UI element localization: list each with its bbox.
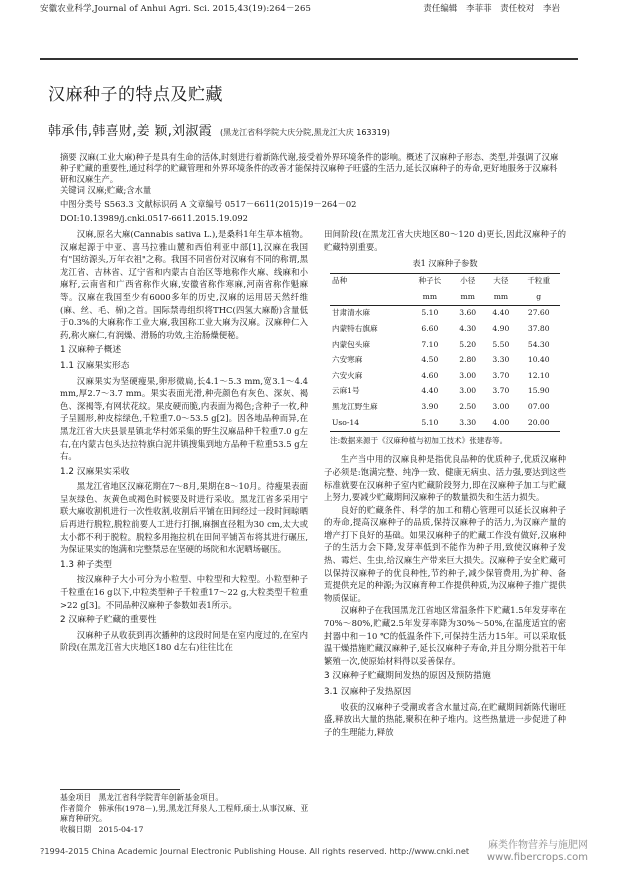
table-cell: 4.90 (492, 324, 510, 334)
doi: DOI:10.13989/j.cnki.0517-6611.2015.19.092 (60, 213, 248, 223)
table-row (330, 384, 560, 400)
footnote-block (60, 793, 310, 835)
paragraph: 汉麻种子从收获到再次播种的这段时间是在室内度过的,在室内阶段(在黑龙江省大庆地区180 d左右)往往比在 (60, 629, 308, 653)
abstract: 摘要 汉麻(工业大麻)种子是具有生命的活体,时刻进行着新陈代谢,接受着外界环境条件的影响。概述了汉麻种子形态、类型,并强调了汉麻种子贮藏的重要性,通过科学的贮藏管理和外界环境条件的改善才能保持汉麻种子旺盛的生活力,延长汉麻种子的寿命,更好地服务于汉麻科研和汉麻生产。 (60, 152, 559, 184)
table-cell: 4.40 (421, 386, 439, 396)
copyright-footer: ?1994-2015 China Academic Journal Electronic Publishing House. All rights reserved. http://www.cnki.net (40, 846, 470, 856)
table-row (330, 305, 560, 321)
table-row (330, 353, 560, 369)
table-cell: 5.10 (421, 308, 439, 318)
table-cell: 六安火麻 (332, 370, 363, 380)
fund-text: 黑龙江省科学院青年创新基金项目。 (98, 793, 224, 802)
table-cell: 内蒙包头麻 (332, 339, 370, 349)
received-date: 2015-04-17 (98, 824, 144, 834)
table-cell: 3.70 (492, 370, 510, 380)
left-column (60, 228, 308, 654)
site-watermark (487, 840, 588, 864)
table-cell: 5.20 (459, 339, 477, 349)
editor-info: 责任编辑 李菲菲 责任校对 李岩 (423, 4, 560, 14)
table-note: 注:数据来源于《汉麻种植与初加工技术》张建春等。 (330, 435, 508, 445)
date-label: 收稿日期 (60, 824, 92, 834)
table-cell: 4.30 (459, 324, 477, 334)
table-cell: 54.30 (527, 339, 550, 349)
table-cell: 12.10 (527, 370, 550, 380)
table-cell: 4.50 (421, 355, 439, 365)
table-cell: 7.10 (421, 339, 439, 349)
table-cell: 4.60 (421, 370, 439, 380)
table-header: 小径 (460, 276, 476, 286)
paragraph: 按汉麻种子大小可分为小粒型、中粒型和大粒型。小粒型种子千粒重在16 g以下,中粒类型种子千粒重17～22 g,大粒类型千粒重>22 g[3]。不同品种汉麻种子参数如表1所示。 (60, 574, 308, 610)
table-cell: 2.80 (459, 355, 477, 365)
paragraph: 汉麻果实为坚硬瘦果,卵形微扁,长4.1～5.3 mm,宽3.1～4.4 mm,厚2.7～3.7 mm。果实表面光滑,种壳颜色有灰色、深灰、褐色、深褐等,有网状花纹。果皮硬而脆,内表面为褐色;含种子一枚,种子呈圆形,种皮棕绿色,千粒重7.0～53.5 g[2]。因各地品种而异,在黑龙江省大庆县景星镇北华村郊采集的野生汉麻品种千粒重7.0 g左右,在内蒙古包头达拉特旗白泥井镇搜集到地方品种千粒重53.5 g左右。 (60, 375, 308, 462)
watermark-line: 麻类作物营养与施肥网 (488, 840, 588, 851)
table-header: 大径 (493, 276, 509, 286)
keywords: 关键词 汉麻;贮藏;含水量 (60, 185, 152, 195)
section-heading: 3 汉麻种子贮藏期间发热的原因及预防措施 (324, 671, 491, 682)
fund-label: 基金项目 (60, 793, 92, 802)
subsection-heading: 1.1 汉麻果实形态 (60, 360, 130, 371)
table-cell: 内蒙特右旗麻 (332, 324, 378, 334)
table-unit (330, 289, 409, 305)
table-cell: 20.00 (527, 417, 550, 427)
table-cell: 10.40 (527, 355, 550, 365)
table-unit: mm (460, 291, 475, 301)
table-cell: 5.10 (421, 417, 439, 427)
table-header: 品种 (332, 276, 348, 286)
section-heading: 1 汉麻种子概述 (60, 345, 122, 356)
paragraph: 良好的贮藏条件、科学的加工和精心管理可以延长汉麻种子的寿命,提高汉麻种子的品质,保持汉麻种子的活力,为汉麻产量的增产打下良好的基础。如果汉麻种子的贮藏工作没有做好,汉麻种子的生活力会下降,发芽率低到不能作为种子用,致使汉麻种子发热、霉烂、生虫,给汉麻生产带来巨大损失。汉麻种子安全贮藏可以保持汉麻种子的优良种性,节约种子,减少保管费用,为扩种、备荒提供充足的种源;为汉麻育种工作提供种质,为汉麻种子推广提供物质保证。 (324, 504, 566, 603)
table-cell: 2.50 (459, 402, 477, 412)
table-cell: 3.00 (459, 386, 477, 396)
section-heading: 2 汉麻种子贮藏的重要性 (60, 615, 157, 626)
table-row (330, 368, 560, 384)
table-cell: 6.60 (421, 324, 439, 334)
paragraph: 收获的汉麻种子受潮或者含水量过高,在贮藏期间新陈代谢旺盛,释放出大量的热能,聚积在种子堆内。这些热量进一步促进了种子的生理能力,释放 (324, 701, 566, 737)
table-row (330, 322, 560, 338)
table-cell: 07.00 (527, 402, 550, 412)
table-cell: 3.30 (492, 355, 510, 365)
table-cell: 4.40 (492, 308, 510, 318)
table-header: 种子长 (418, 276, 442, 286)
table-cell: 云麻1号 (332, 386, 360, 396)
table-cell: 3.00 (492, 402, 510, 412)
paragraph: 田间阶段(在黑龙江省大庆地区80～120 d)更长,因此汉麻种子的贮藏特别重要。 (324, 229, 566, 252)
table-cell: 3.00 (459, 370, 477, 380)
table-cell: 3.30 (459, 417, 477, 427)
intro-paragraph: 汉麻,原名大麻(Cannabis sativa L.),是桑科1年生草本植物。汉麻起源于中亚、喜马拉雅山麓和西伯利亚中部[1],汉麻在我国有"国纺源头,万年衣祖"之称。我国不同省份对汉麻有不同的称谓,黑龙江省、吉林省、辽宁省和内蒙古自治区等地称作火麻、线麻和小麻籽,云南省和广西省称作火麻,安徽省称作寒麻,河南省称作魁麻等。汉麻在我国至少有6000多年的历史,汉麻的运用居天然纤维(麻、丝、毛、棉)之首。国际禁毒组织将THC(四氢大麻酚)含量低于0.3%的大麻称作工业大麻,我国称工业大麻为汉麻。汉麻种仁入药,称火麻仁,有润燥、滑肠的功效,主治肠燥便秘。 (60, 229, 308, 340)
table-cell: 六安寒麻 (332, 355, 363, 365)
subsection-heading: 1.3 种子类型 (60, 559, 112, 570)
subsection-heading: 3.1 汉麻种子发热原因 (324, 687, 412, 697)
table-cell: 27.60 (527, 308, 550, 318)
author-line (48, 120, 390, 139)
watermark-url: www.fibercrops.com (486, 852, 588, 863)
table-unit: g (536, 291, 542, 301)
paragraph: 黑龙江省地区汉麻花期在7～8月,果期在8～10月。待瘦果表面呈灰绿色、灰黄色或褐色时候要及时进行采收。黑龙江省多采用宁联大麻收割机进行一次性收割,收割后平铺在田间经过一段时间晾晒后再进行脱粒,脱粒前要人工进行打捆,麻捆直径粗为30 cm,太大或太小都不利于脱粒。脱粒多用拖拉机在田间平铺苫布将其进行碾压,为保证果实的饱满和完整禁忌在坚硬的场院和水泥晒场碾压。 (60, 481, 308, 555)
footnote-rule (60, 789, 180, 790)
affiliation: (黑龙江省科学院大庆分院,黑龙江大庆 163319) (220, 128, 390, 137)
table-row (330, 400, 560, 416)
header-rule (40, 58, 578, 60)
seed-parameter-table (330, 257, 560, 432)
table-header: 千粒重 (527, 276, 551, 286)
paragraph: 生产当中用的汉麻良种是指优良品种的优质种子,优质汉麻种子必须是:饱满完整、纯净一致、健康无病虫、活力强,要达到这些标准就要在汉麻种子室内贮藏阶段努力,即在汉麻种子加工与贮藏上努力,要减少贮藏期间汉麻种子的数量损失和生活力损失。 (324, 454, 566, 503)
right-column (324, 228, 566, 738)
article-title: 汉麻种子的特点及贮藏 (48, 85, 223, 105)
table-cell: 3.90 (421, 402, 439, 412)
table-cell: 5.50 (492, 339, 510, 349)
table-cell: Uso-14 (332, 417, 360, 427)
author-label: 作者简介 (60, 803, 92, 813)
subsection-heading: 1.2 汉麻果实采收 (60, 466, 130, 477)
table-cell: 15.90 (527, 386, 550, 396)
paragraph: 汉麻种子在我国黑龙江省地区常温条件下贮藏1.5年发芽率在70%～80%,贮藏2.5年发芽率降为30%～50%,在温度适宜的密封器中和－10 ℃的低温条件下,可保持生活力15年。可以采取低温干燥措施贮藏汉麻种子,延长汉麻种子寿命,并且分期分批若干年繁殖一次,使原始材料得以妥善保存。 (324, 605, 566, 666)
classification: 中图分类号 S563.3 文献标识码 A 文章编号 0517－6611(2015)19－264－02 (60, 199, 357, 209)
author-bio: 韩承伟(1978－),男,黑龙江拜泉人,工程师,硕士,从事汉麻、亚麻育种研究。 (60, 803, 309, 823)
table-row (330, 337, 560, 353)
table-unit: mm (493, 291, 509, 301)
journal-info: 安徽农业科学,Journal of Anhui Agri. Sci. 2015,43(19):264－265 (40, 4, 311, 14)
table-cell: 3.60 (459, 308, 477, 318)
table-cell: 4.00 (492, 417, 510, 427)
table-unit: mm (422, 291, 438, 301)
table-caption: 表1 汉麻种子参数 (412, 258, 478, 269)
page-header (0, 0, 618, 16)
table-row (330, 415, 560, 431)
authors: 韩承伟,韩喜财,姜 颖,刘淑霞 (48, 124, 213, 139)
table-cell: 3.70 (492, 386, 510, 396)
table-cell: 37.80 (527, 324, 550, 334)
table-cell: 甘肃清水麻 (332, 308, 370, 318)
table-cell: 黑龙江野生麻 (332, 402, 378, 412)
